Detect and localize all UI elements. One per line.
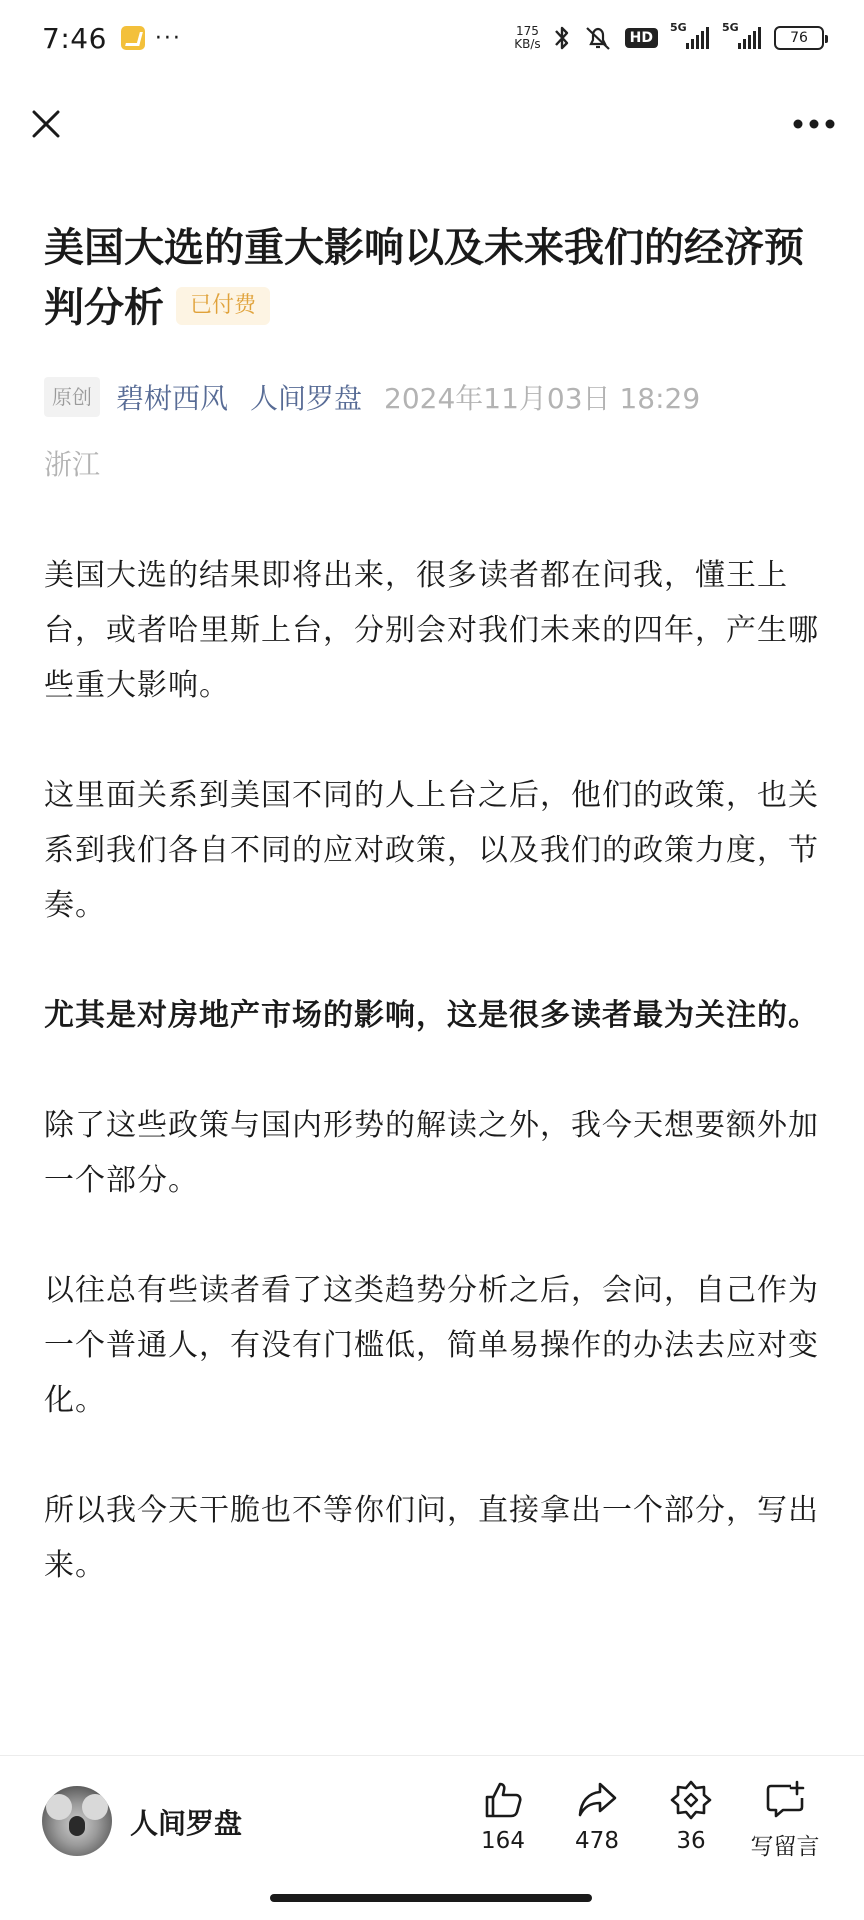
- recommend-button[interactable]: [644, 1778, 738, 1861]
- account-name[interactable]: 人间罗盘: [130, 1807, 243, 1840]
- network-speed-value: 175: [516, 24, 539, 38]
- more-horizontal-icon: [792, 118, 836, 130]
- status-time: 7:46: [42, 21, 107, 55]
- recommend-star-icon: [669, 1778, 713, 1822]
- article-body: [44, 548, 820, 1593]
- article-title: [44, 218, 820, 338]
- mute-icon: [583, 23, 613, 53]
- article-paragraph: 除了这些政策与国内形势的解读之外，我今天想要额外加一个部分。: [44, 1108, 819, 1198]
- hd-label: HD: [625, 28, 658, 48]
- more-options-button[interactable]: [786, 96, 842, 152]
- paid-badge: 已付费: [176, 287, 270, 325]
- network-speed-unit: KB/s: [514, 37, 541, 51]
- share-button[interactable]: [550, 1778, 644, 1861]
- top-nav: [0, 96, 864, 152]
- bluetooth-icon: [553, 23, 571, 53]
- more-notifications-icon: ···: [154, 25, 182, 51]
- article-paragraph-bold: 尤其是对房地产市场的影响，这是很多读者最为关注的。: [44, 998, 819, 1033]
- network-speed: [514, 25, 540, 51]
- article-paragraph: 美国大选的结果即将出来，很多读者都在问我，懂王上台，或者哈里斯上台，分别会对我们未来的四年，产生哪些重大影响。: [44, 558, 819, 703]
- original-badge: 原创: [44, 377, 100, 417]
- share-count: 478: [575, 1828, 619, 1854]
- account-avatar[interactable]: [42, 1786, 112, 1856]
- write-comment-button[interactable]: [738, 1778, 832, 1861]
- signal-sim1-icon: [670, 21, 710, 49]
- author-link[interactable]: 碧树西风: [116, 382, 229, 415]
- article: [44, 218, 820, 1648]
- hd-voice-icon: [625, 23, 658, 53]
- publish-datetime: 2024年11月03日 18:29: [384, 382, 701, 415]
- close-button[interactable]: [22, 96, 70, 152]
- thumbs-up-icon: [481, 1778, 525, 1822]
- sim1-network-label: 5G: [670, 21, 687, 34]
- battery-level: 76: [790, 30, 808, 46]
- comment-add-icon: [763, 1778, 807, 1822]
- like-count: 164: [481, 1828, 525, 1854]
- article-paragraph: 以往总有些读者看了这类趋势分析之后，会问，自己作为一个普通人，有没有门槛低，简单易操作的办法去应对变化。: [44, 1273, 819, 1418]
- write-comment-label: 写留言: [750, 1834, 820, 1860]
- article-paragraph: 所以我今天干脆也不等你们问，直接拿出一个部分，写出来。: [44, 1493, 819, 1583]
- note-app-icon: [121, 26, 145, 50]
- close-icon: [30, 108, 62, 140]
- signal-sim2-icon: [722, 21, 762, 49]
- account-link[interactable]: 人间罗盘: [250, 382, 363, 415]
- article-title-text: 美国大选的重大影响以及未来我们的经济预判分析: [44, 225, 804, 331]
- article-paragraph: 这里面关系到美国不同的人上台之后，他们的政策，也关系到我们各自不同的应对政策，以及我们的政策力度，节奏。: [44, 778, 819, 923]
- sim2-network-label: 5G: [722, 21, 739, 34]
- home-indicator[interactable]: [270, 1894, 592, 1902]
- article-meta: [44, 366, 820, 498]
- share-icon: [575, 1778, 619, 1822]
- publish-location: 浙江: [44, 448, 101, 481]
- recommend-count: 36: [676, 1828, 706, 1854]
- action-group: [456, 1778, 832, 1861]
- like-button[interactable]: [456, 1778, 550, 1861]
- status-bar: [0, 0, 864, 76]
- battery-icon: [774, 26, 824, 50]
